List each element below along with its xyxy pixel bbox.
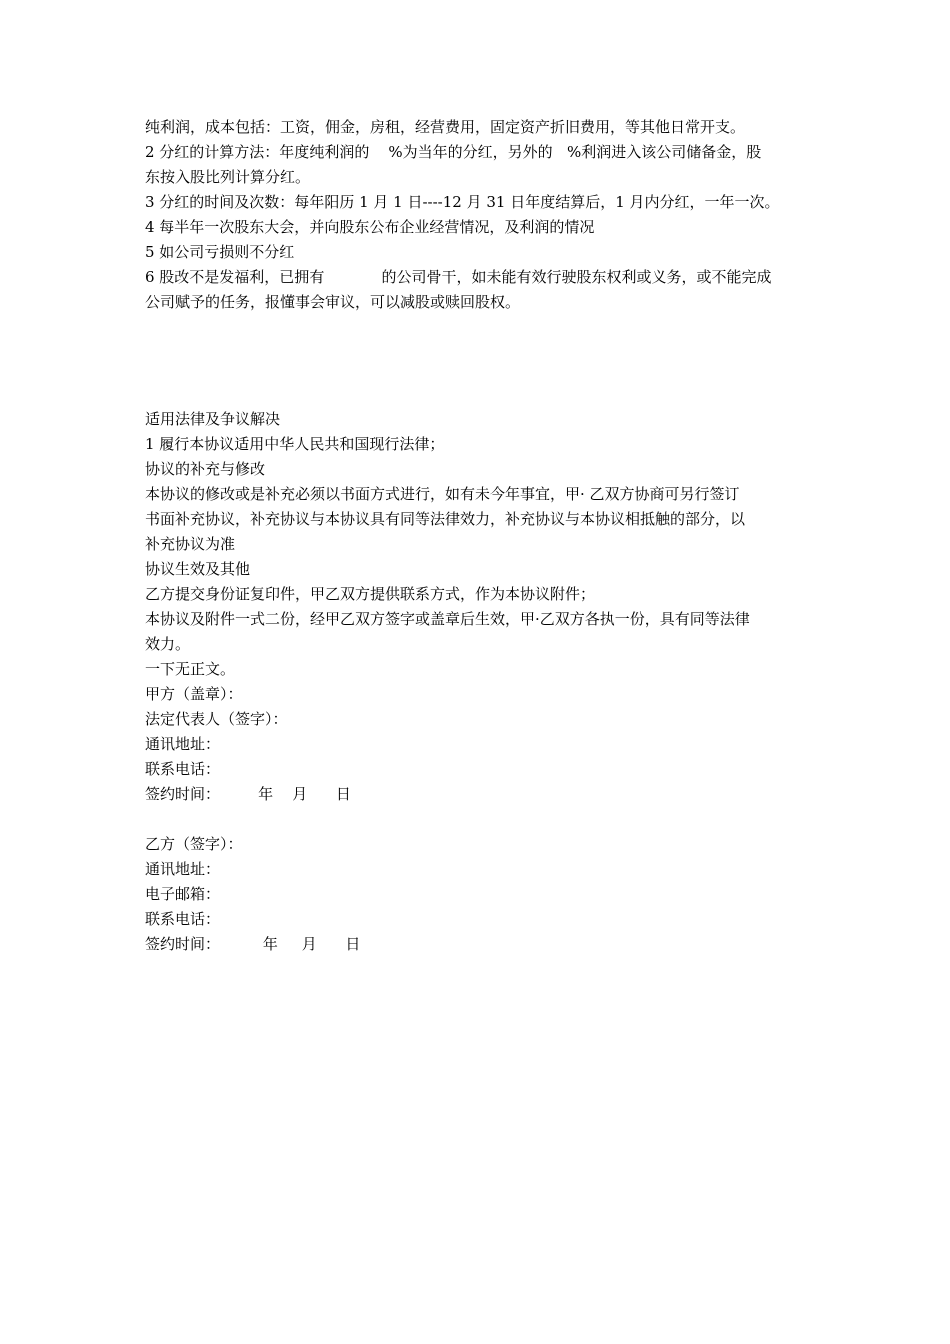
text-line: 公司赋予的任务，报懂事会审议，可以减股或赎回股权。 — [145, 293, 521, 311]
party-a-signature-block — [145, 682, 810, 807]
party-b-email-label: 电子邮箱： — [145, 885, 221, 903]
text-line: 2 分红的计算方法：年度纯利润的 %为当年的分红，另外的 %利润进入该公司储备金，股 — [145, 143, 762, 161]
party-b-sign-label: 乙方（签字）： — [145, 835, 243, 853]
text-line: 4 每半年一次股东大会，并向股东公布企业经营情况，及利润的情况 — [145, 218, 595, 236]
party-spacer — [145, 807, 810, 832]
text-line: 一下无正文。 — [145, 660, 236, 678]
law-and-supplement-section — [145, 407, 810, 682]
text-line: 补充协议为准 — [145, 535, 236, 553]
text-line: 纯利润，成本包括：工资，佣金，房租，经营费用，固定资产折旧费用，等其他日常开支。 — [145, 118, 746, 136]
party-a-seal-label: 甲方（盖章）： — [145, 685, 243, 703]
document-page — [145, 115, 810, 957]
text-line: 书面补充协议，补充协议与本协议具有同等法律效力，补充协议与本协议相抵触的部分，以 — [145, 510, 746, 528]
text-line: 6 股改不是发福利，已拥有 的公司骨干，如未能有效行驶股东权利或义务，或不能完成 — [145, 268, 772, 286]
section-spacer — [145, 315, 810, 407]
section-heading: 协议生效及其他 — [145, 560, 251, 578]
text-line: 效力。 — [145, 635, 191, 653]
party-a-address-label: 通讯地址： — [145, 735, 221, 753]
text-line: 本协议的修改或是补充必须以书面方式进行，如有未今年事宜，甲· 乙双方协商可另行签订 — [145, 485, 740, 503]
party-a-date-label: 签约时间： 年 月 日 — [145, 785, 351, 803]
party-b-date-label: 签约时间： 年 月 日 — [145, 935, 361, 953]
text-line: 乙方提交身份证复印件，甲乙双方提供联系方式，作为本协议附件； — [145, 585, 596, 603]
party-b-phone-label: 联系电话： — [145, 910, 221, 928]
text-line: 1 履行本协议适用中华人民共和国现行法律； — [145, 435, 445, 453]
text-line: 本协议及附件一式二份，经甲乙双方签字或盖章后生效，甲·乙双方各执一份，具有同等法律 — [145, 610, 750, 628]
party-a-phone-label: 联系电话： — [145, 760, 221, 778]
profit-distribution-section — [145, 115, 810, 315]
text-line: 3 分红的时间及次数：每年阳历 1 月 1 日----12 月 31 日年度结算后，1 月内分红，一年一次。 — [145, 193, 780, 211]
party-b-address-label: 通讯地址： — [145, 860, 221, 878]
party-a-representative-label: 法定代表人（签字）： — [145, 710, 288, 728]
text-line: 5 如公司亏损则不分红 — [145, 243, 295, 261]
section-heading: 协议的补充与修改 — [145, 460, 266, 478]
text-line: 东按入股比列计算分红。 — [145, 168, 311, 186]
party-b-signature-block — [145, 832, 810, 957]
section-heading: 适用法律及争议解决 — [145, 410, 281, 428]
